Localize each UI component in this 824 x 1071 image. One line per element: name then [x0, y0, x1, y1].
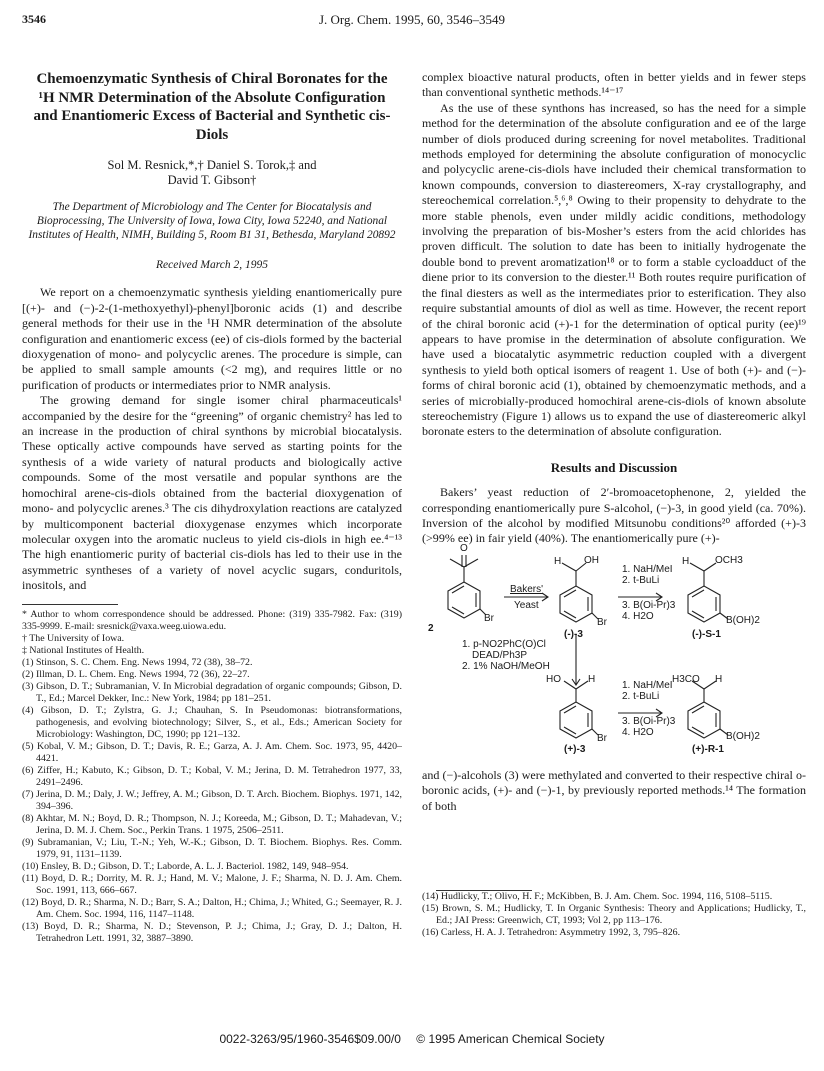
journal-citation: J. Org. Chem. 1995, 60, 3546–3549 — [318, 12, 506, 27]
atom-label-br: Br — [484, 612, 494, 624]
reference: (10) Ensley, B. D.; Gibson, D. T.; Laborde, A. L. J. Bacteriol. 1982, 149, 948–954. — [22, 860, 349, 872]
atom-label-ho: HO — [546, 673, 561, 685]
atom-label-br: Br — [597, 732, 607, 744]
compound-2-structure — [448, 555, 486, 618]
right-column — [422, 70, 806, 814]
reference: (2) Illman, D. L. Chem. Eng. News 1994, 72 (36), 22–27. — [22, 668, 250, 680]
reagent-step: 2. t-BuLi — [622, 574, 660, 586]
atom-label-h: H — [715, 673, 723, 685]
reagent-step: 2. 1% NaOH/MeOH — [462, 660, 550, 672]
reference: (14) Hudlicky, T.; Olivo, H. F.; McKibben, B. J. Am. Chem. Soc. 1994, 116, 5108–5115. — [422, 891, 773, 902]
article-code: 0022-3263/95/1960-3546$09.00/0 — [219, 1032, 401, 1046]
footnote-rule — [22, 604, 118, 605]
compound-label-p3: (+)-3 — [564, 743, 586, 755]
reference: (16) Carless, H. A. J. Tetrahedron: Asymmetry 1992, 3, 795–826. — [422, 927, 681, 938]
compound-label-2: 2 — [428, 622, 434, 634]
affiliation: The Department of Microbiology and The Center for Biocatalysis and Bioprocessing, The University of Iowa, Iowa City, Iowa 52240, and National Institutes of Health, NIMH, Building 5, Room B1 31, Bethesda, Maryland 20892 — [28, 201, 396, 241]
reference: (6) Ziffer, H.; Kabuto, K.; Gibson, D. T.; Kobal, V. M.; Jerina, D. M. Tetrahedron 1977, 33, 2491–2496. — [22, 764, 402, 788]
reagent-step: 3. B(Oi-Pr)3 — [622, 599, 676, 611]
atom-label-oh: OH — [584, 554, 599, 566]
atom-label-h: H — [554, 555, 562, 567]
section-heading: Results and Discussion — [550, 459, 678, 475]
compound-mS1-structure — [688, 563, 728, 622]
reference: (13) Boyd, D. R.; Sharma, N. D.; Stevenson, P. J.; Chima, J.; Gray, D. J.; Dalton, H. Tetrahedron Lett. 1991, 32, 3887–3890. — [22, 920, 402, 944]
compound-p3-structure — [560, 681, 598, 738]
reference: (11) Boyd, D. R.; Dorrity, M. R. J.; Hand, M. V.; Malone, J. F.; Sharma, N. D. J. Am. Chem. Soc. 1991, 113, 666–667. — [22, 872, 402, 896]
compound-label-pR1: (+)-R-1 — [692, 743, 724, 755]
reference: (9) Subramanian, V.; Liu, T.-N.; Yeh, W.-K.; Gibson, D. T. Biochem. Biophys. Res. Comm. 1979, 91, 1131–1139. — [22, 836, 402, 860]
intro-paragraph: The growing demand for single isomer chiral pharmaceuticals¹ accompanied by the desire for the “greening” of organic chemistry² has led to an increase in the production of chiral synthons by microbial biocatalysis. These optically active compounds have served as starting points for the synthesis of a wide variety of natural products and biologically active compounds. Some of the most versatile and popular synthons are the homochiral arene-cis-diols obtained from the bacterial dioxygenation of mono- and polycyclic arenes.³ The cis dihydroxylation reactions are catalyzed by multicomponent bacterial dioxygenase enzymes which incorporate molecular oxygen into the aromatic nucleus to yield cis-diols in high ee.⁴⁻¹³ The high enantiomeric purity of bacterial cis-diols has led to their use in the asymmetric syntheses of a variety of novel acyclic sugars, conduritols, inositols, and — [22, 393, 402, 593]
atom-label-och3: OCH3 — [715, 554, 743, 566]
article-title: Chemoenzymatic Synthesis of Chiral Boronates for the ¹H NMR Determination of the Absolute Configuration and Enantiomeric Excess of Bacterial and Synthetic cis-Diols — [33, 71, 391, 143]
left-column — [22, 70, 402, 945]
reagent-step: 1. p-NO2PhC(O)Cl — [462, 638, 546, 650]
atom-label-h: H — [682, 555, 690, 567]
reference: (15) Brown, S. M.; Hudlicky, T. In Organic Synthesis: Theory and Applications; Hudlicky, T., Ed.; JAI Press: Greenwich, CT, 1993; Vol 2, pp 113–176. — [422, 903, 806, 926]
compound-label-m3: (-)-3 — [564, 628, 583, 640]
compound-m3-structure — [560, 563, 598, 622]
reagent-bakers: Bakers' — [510, 583, 544, 595]
received-date: Received March 2, 1995 — [156, 259, 268, 271]
copyright: © 1995 American Chemical Society — [416, 1032, 605, 1046]
atom-label-h: H — [588, 673, 596, 685]
reference: (12) Boyd, D. R.; Sharma, N. D.; Barr, S. A.; Dalton, H.; Chima, J.; Whited, G.; Seemayer, R. J. Am. Chem. Soc. 1994, 116, 1147–1148. — [22, 896, 402, 920]
results-paragraph-continued: and (−)-alcohols (3) were methylated and converted to their respective chiral o-boronic acids, (+)- and (−)-1, by previously reported methods.¹⁴ The formation of both — [422, 767, 806, 813]
authors-line-1: Sol M. Resnick,*,† Daniel S. Torok,‡ and — [107, 158, 317, 172]
atom-label-br: Br — [597, 616, 607, 628]
reagent-yeast: Yeast — [514, 599, 539, 611]
intro-paragraph-continued: complex bioactive natural products, often in better yields and in fewer steps than conventional synthetic methods.¹⁴⁻¹⁷ — [422, 70, 806, 100]
reference: (7) Jerina, D. M.; Daly, J. W.; Jeffrey, A. M.; Gibson, D. T. Arch. Biochem. Biophys. 1971, 142, 394–396. — [22, 788, 402, 812]
footnotes-left — [22, 609, 402, 945]
results-paragraph: Bakers’ yeast reduction of 2′-bromoacetophenone, 2, yielded the corresponding enantiomerically pure S-alcohol, (−)-3, in good yield (ca. 70%). Inversion of the alcohol by modified Mitsunobu conditions²⁰ afforded (+)-3 (>99% ee) in fair yield (40%). The enantiomerically pure (+)- — [422, 485, 806, 546]
reagent-step: DEAD/Ph3P — [472, 649, 528, 661]
page-number: 3546 — [22, 12, 46, 26]
reference: (3) Gibson, D. T.; Subramanian, V. In Microbial degradation of organic compounds; Gibson, D. T., Ed.; Marcel Dekker, Inc.: New York, 1984; pp 181–251. — [22, 680, 402, 704]
reagent-step: 4. H2O — [622, 726, 654, 738]
footnote-ddagger: ‡ National Institutes of Health. — [22, 644, 145, 656]
reagent-step: 1. NaH/MeI — [622, 563, 673, 575]
atom-label-boh2: B(OH)2 — [726, 614, 760, 626]
page-footer — [0, 1032, 824, 1046]
reference: (5) Kobal, V. M.; Gibson, D. T.; Davis, R. E.; Garza, A. J. Am. Chem. Soc. 1973, 95, 4420–4421. — [22, 740, 402, 764]
running-header — [22, 8, 802, 32]
compound-label-mS1: (-)-S-1 — [692, 628, 721, 640]
footnote-corresponding: * Author to whom correspondence should be addressed. Phone: (319) 335-7982. Fax: (319) 335-9999. E-mail: sresnick@vaxa.weeg.uiowa.edu. — [22, 608, 402, 632]
footnotes-right — [422, 890, 806, 939]
methods-paragraph: As the use of these synthons has increased, so has the need for a simple method for the determination of the absolute configuration and ee of the large number of diols produced during screening for novel metabolites. Traditional methods employed for determining the absolute configuration of monocyclic and polycyclic arene-cis-diols have included their chemical transformation to known compounds, conversion to diastereomers, X-ray crystallography, and stereochemical correlation.⁵,⁶,⁸ Owing to their propensity to dehydrate to the more stable phenols, even under mildly acidic conditions, methodology involving the preparation of bis-Mosher’s esters from the acid chlorides has proven difficult. The solution to date has been to initially hydrogenate the double bond to prevent aromatization¹⁸ or to form a stable cycloadduct of the diene prior to its conversion to the diester.¹¹ Both routes require purification of the final diesters as well as the intermediates prior to esterification. They also require substantial amounts of diol as well as time. However, the recent report of the chiral boronic acid (+)-1 for the determination of optical purity (ee)¹⁹ appears to have promise in the determination of absolute configuration. We have used a biocatalytic asymmetric reduction coupled with a divergent synthesis to yield both optical isomers of reagent 1. Use of both (+)- and (−)-forms of chiral boronic acid (1), obtained by chemoenzymatic methods, and a series of microbially-produced homochiral arene-cis-diols of known absolute stereochemistry (Figure 1) allows us to expand the use of diastereomeric alkyl boronate esters to the determination of absolute configuration. — [422, 100, 806, 439]
reagent-step: 3. B(Oi-Pr)3 — [622, 715, 676, 727]
compound-pR1-structure — [688, 681, 728, 738]
reference: (4) Gibson, D. T.; Zylstra, G. J.; Chauhan, S. In Pseudomonas: biotransformations, pathogenesis, and evolving biotechnology; Silver, S., et al., Eds.; American Society for Microbiology: Washington, DC, 1990; pp 121–132. — [22, 704, 402, 740]
reagent-step: 4. H2O — [622, 610, 654, 622]
atom-label-h3co: H3CO — [672, 673, 700, 685]
abstract-paragraph: We report on a chemoenzymatic synthesis yielding enantiomerically pure [(+)- and (−)-2-(1-methoxyethyl)-phenyl]boronic acids (1) and describe general methods for their use in the ¹H NMR determination of the absolute configuration and enantiomeric excess (ee) of cis-diols formed by the bacterial dioxygenation of mono- and polycyclic arenes. The procedure is simple, can be applied to small sample amounts (<2 mg), and requires little or no purification of products or intermediates prior to NMR analysis. — [22, 285, 402, 392]
reference: (8) Akhtar, M. N.; Boyd, D. R.; Thompson, N. J.; Koreeda, M.; Gibson, D. T.; Mahadevan, V.; Jerina, D. M. J. Chem. Soc., Perkin Trans. 1 1975, 2506–2511. — [22, 812, 402, 836]
reagent-step: 1. NaH/MeI — [622, 679, 673, 691]
authors-line-2: David T. Gibson† — [167, 173, 257, 187]
atom-label-boh2: B(OH)2 — [726, 730, 760, 742]
reagent-step: 2. t-BuLi — [622, 690, 660, 702]
reference: (1) Stinson, S. C. Chem. Eng. News 1994, 72 (38), 38–72. — [22, 656, 253, 668]
atom-label-o: O — [460, 542, 468, 554]
footnote-dagger: † The University of Iowa. — [22, 632, 125, 644]
author-list — [22, 158, 402, 188]
reaction-scheme — [422, 542, 806, 758]
